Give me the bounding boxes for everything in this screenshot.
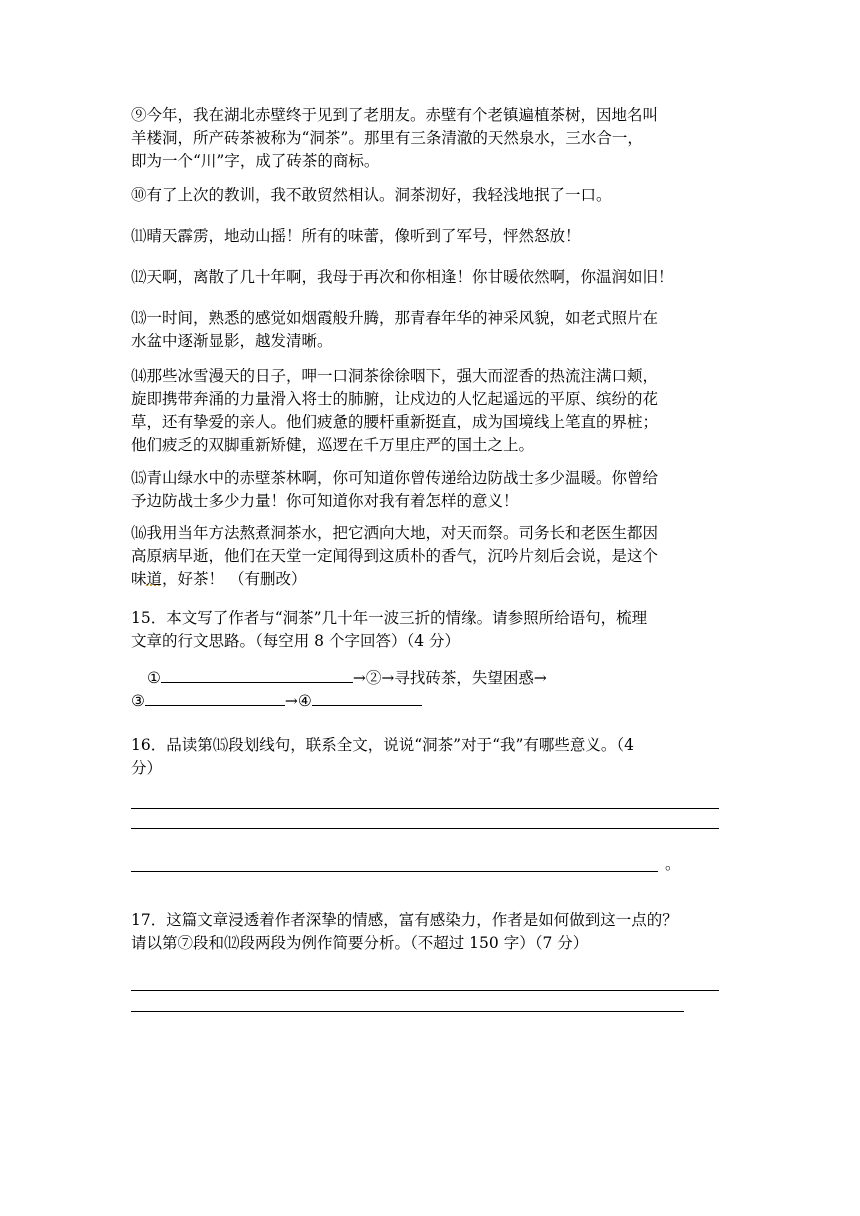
paragraph-13: [131, 307, 726, 353]
flow-line: [131, 690, 726, 713]
marked-character: 道: [146, 570, 163, 588]
question-line: 文章的行文思路。（每空用 8 个字回答）（4 分）: [131, 632, 461, 650]
paragraph-14: [131, 365, 726, 457]
flow-arrow-text: →②→寻找砖茶，失望困惑→: [352, 669, 547, 687]
paragraph-line: ⒀一时间，熟悉的感觉如烟霞般升腾，那青春年华的神采风貌，如老式照片在: [131, 309, 659, 327]
paragraph-line: ⑩有了上次的教训，我不敢贸然相认。洞茶沏好，我轻浅地抿了一口。: [131, 186, 612, 204]
paragraph-line: 高原病早逝，他们在天堂一定闻得到这质朴的香气，沉吟片刻后会说，是这个: [131, 547, 659, 565]
paragraph-line: 羊楼洞，所产砖茶被称为“洞茶”。那里有三条清澈的天然泉水，三水合一，: [131, 129, 643, 147]
paragraph-line: 他们疲乏的双脚重新矫健，巡逻在千万里庄严的国土之上。: [131, 436, 535, 454]
paragraph-line: ⑾晴天霹雳，地动山摇！所有的味蕾，像听到了军号，怦然怒放！: [131, 227, 581, 245]
question-line: 请以第⑦段和⑿段两段为例作简要分析。（不超过 150 字）（7 分）: [131, 934, 589, 952]
flow-arrow-text: →④: [284, 692, 312, 710]
paragraph-9: [131, 104, 726, 173]
paragraph-line: ⑨今年，我在湖北赤壁终于见到了老朋友。赤壁有个老镇遍植茶树，因地名叫: [131, 106, 659, 124]
answer-line[interactable]: [131, 871, 658, 872]
answer-blank-4[interactable]: [312, 691, 422, 706]
text-run: ，好茶！ （有删改）: [162, 570, 307, 588]
paragraph-15: [131, 467, 726, 513]
answer-line[interactable]: [131, 828, 719, 829]
text-run: 味: [131, 570, 147, 588]
marker-3: ③: [131, 692, 145, 710]
paragraph-12: [131, 266, 726, 289]
paragraph-line: 旋即携带奔涌的力量滑入将士的肺腑，让戍边的人忆起遥远的平原、缤纷的花: [131, 390, 659, 408]
paragraph-line: ⒁那些冰雪漫天的日子，呷一口洞茶徐徐咽下，强大而涩香的热流注满口颊，: [131, 367, 659, 385]
paragraph-11: [131, 225, 726, 248]
answer-end-mark: 。: [665, 855, 681, 873]
question-line: 15．本文写了作者与“洞茶”几十年一波三折的情缘。请参照所给语句，梳理: [131, 609, 648, 627]
paragraph-line: 草，还有挚爱的亲人。他们疲惫的腰杆重新挺直，成为国境线上笔直的界桩；: [131, 413, 659, 431]
paragraph-line: 水盆中逐渐显影，越发清晰。: [131, 332, 333, 350]
paragraph-16: [131, 522, 726, 591]
paragraph-line: [131, 568, 726, 591]
paragraph-line: ⑿天啊，离散了几十年啊，我母于再次和你相逢！你甘暖依然啊，你温润如旧！: [131, 268, 674, 286]
paragraph-line: 予边防战士多少力量！你可知道你对我有着怎样的意义！: [131, 492, 519, 510]
flow-line: [131, 667, 726, 690]
answer-line[interactable]: [131, 990, 719, 991]
paragraph-10: [131, 184, 726, 207]
question-line: 分）: [131, 759, 163, 777]
answer-line[interactable]: [131, 1011, 684, 1012]
question-line: 17．这篇文章浸透着作者深挚的情感，富有感染力，作者是如何做到这一点的？: [131, 911, 678, 929]
question-16: [131, 734, 726, 780]
question-17: [131, 909, 726, 955]
question-line: 16．品读第⒂段划线句，联系全文，说说“洞茶”对于“我”有哪些意义。（4: [131, 736, 635, 754]
paragraph-line: ⒂青山绿水中的赤壁茶林啊，你可知道你曾传递给边防战士多少温暖。你曾给: [131, 469, 659, 487]
answer-blank-3[interactable]: [145, 691, 285, 706]
paragraph-line: ⒃我用当年方法熬煮洞茶水，把它洒向大地，对天而祭。司务长和老医生都因: [131, 524, 659, 542]
answer-line[interactable]: [131, 808, 719, 809]
marker-1: ①: [147, 669, 161, 687]
question-15: [131, 607, 726, 653]
answer-flow-1: [131, 667, 726, 713]
paragraph-line: 即为一个“川”字，成了砖茶的商标。: [131, 152, 380, 170]
answer-blank-1[interactable]: [161, 668, 353, 683]
